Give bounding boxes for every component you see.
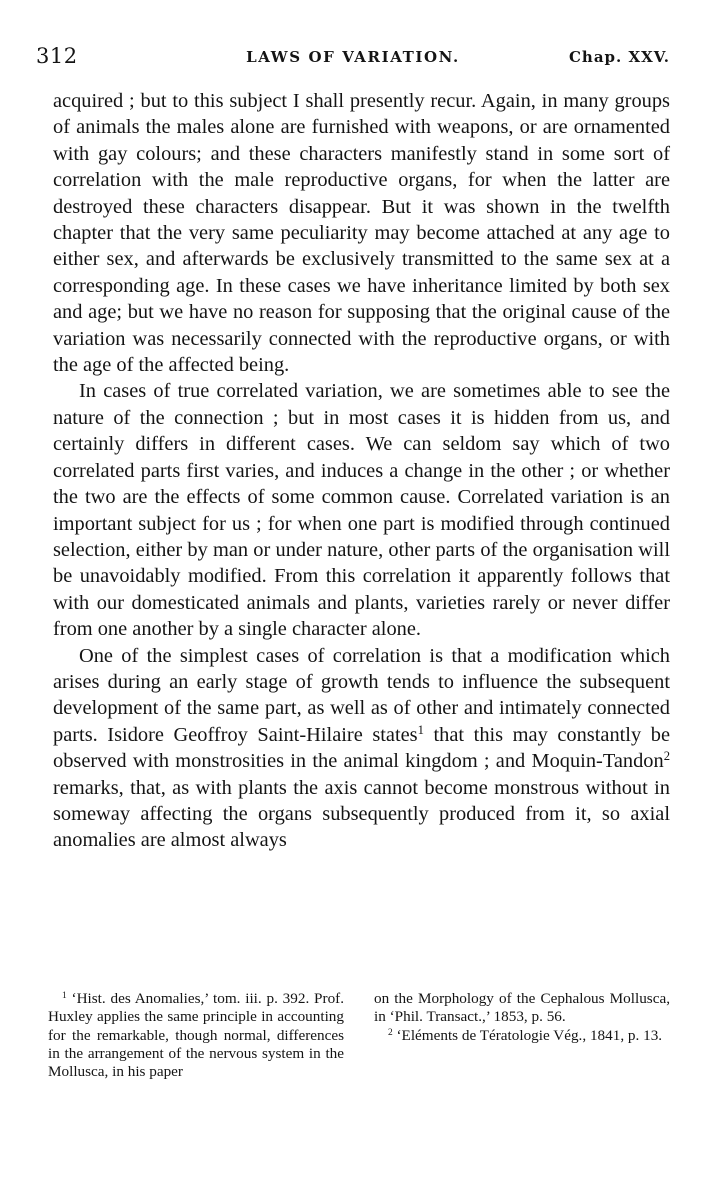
footnote-column-left [48,990,344,1081]
running-title: LAWS OF VARIATION. [246,48,460,66]
main-text [53,88,670,854]
paragraph-3 [53,643,670,854]
footnote-column-right [374,990,670,1081]
footnote-2-marker: 2 [388,1027,393,1038]
footnotes [48,990,670,1081]
footnote-1-text: ‘Hist. des Anomalies,’ tom. iii. p. 392. Prof. Huxley applies the same principle in accounting for the remarkable, though normal, differences in the arrangement of the nervous system in the Mollusca, in his paper [48,990,345,1081]
footnote-ref-2[interactable]: 2 [663,749,670,764]
paragraph-3-text-c: remarks, that, as with plants the axis cannot become monstrous without in someway affecting the organs subsequently produced from it, so axial anomalies are almost always [53,776,670,852]
footnote-ref-1[interactable]: 1 [417,722,424,737]
chapter-label: Chap. XXV. [568,48,670,66]
running-header [36,44,670,74]
footnote-1-marker: 1 [62,990,67,1001]
paragraph-3-text-b: that this may constantly be observed with monstrosities in the animal kingdom ; and Moquin-Tandon [53,723,670,773]
paragraph-1: acquired ; but to this subject I shall presently recur. Again, in many groups of animals the males alone are furnished with weapons, or are ornamented with gay colours; and these characters manifestly stand in some sort of correlation with the male reproductive organs, for when the latter are destroyed these characters disappear. But it was shown in the twelfth chapter that the very same peculiarity may become attached at any age to either sex, and afterwards be exclusively transmitted to the same sex at a corresponding age. In these cases we have inheritance limited by both sex and age; but we have no reason for supposing that the original cause of the variation was necessarily connected with the reproductive organs, or with the age of the affected being. [53,90,670,377]
footnote-2-text: ‘Eléments de Tératologie Vég., 1841, p. 13. [396,1026,663,1044]
footnote-1-continued: on the Morphology of the Cephalous Mollusca, in ‘Phil. Transact.,’ 1853, p. 56. [374,990,670,1026]
page-number: 312 [36,44,78,68]
paragraph-2: In cases of true correlated variation, we are sometimes able to see the nature of the connection ; but in most cases it is hidden from us, and certainly differs in different cases. We can seldom say which of two correlated parts first varies, and induces a change in the other ; or whether the two are the effects of some common cause. Correlated variation is an important subject for us ; for when one part is modified through continued selection, either by man or under nature, other parts of the organisation will be unavoidably modified. From this correlation it apparently follows that with our domesticated animals and plants, varieties rarely or never differ from one another by a single character alone. [53,380,670,641]
footnote-2 [374,1027,670,1045]
footnote-1 [48,990,344,1081]
paragraph-3-text-a: One of the simplest cases of correlation is that a modification which arises during an early stage of growth tends to influence the subsequent development of the same part, as well as of other and intimately connected parts. Isidore Geoffroy Saint-Hilaire states [53,644,670,746]
